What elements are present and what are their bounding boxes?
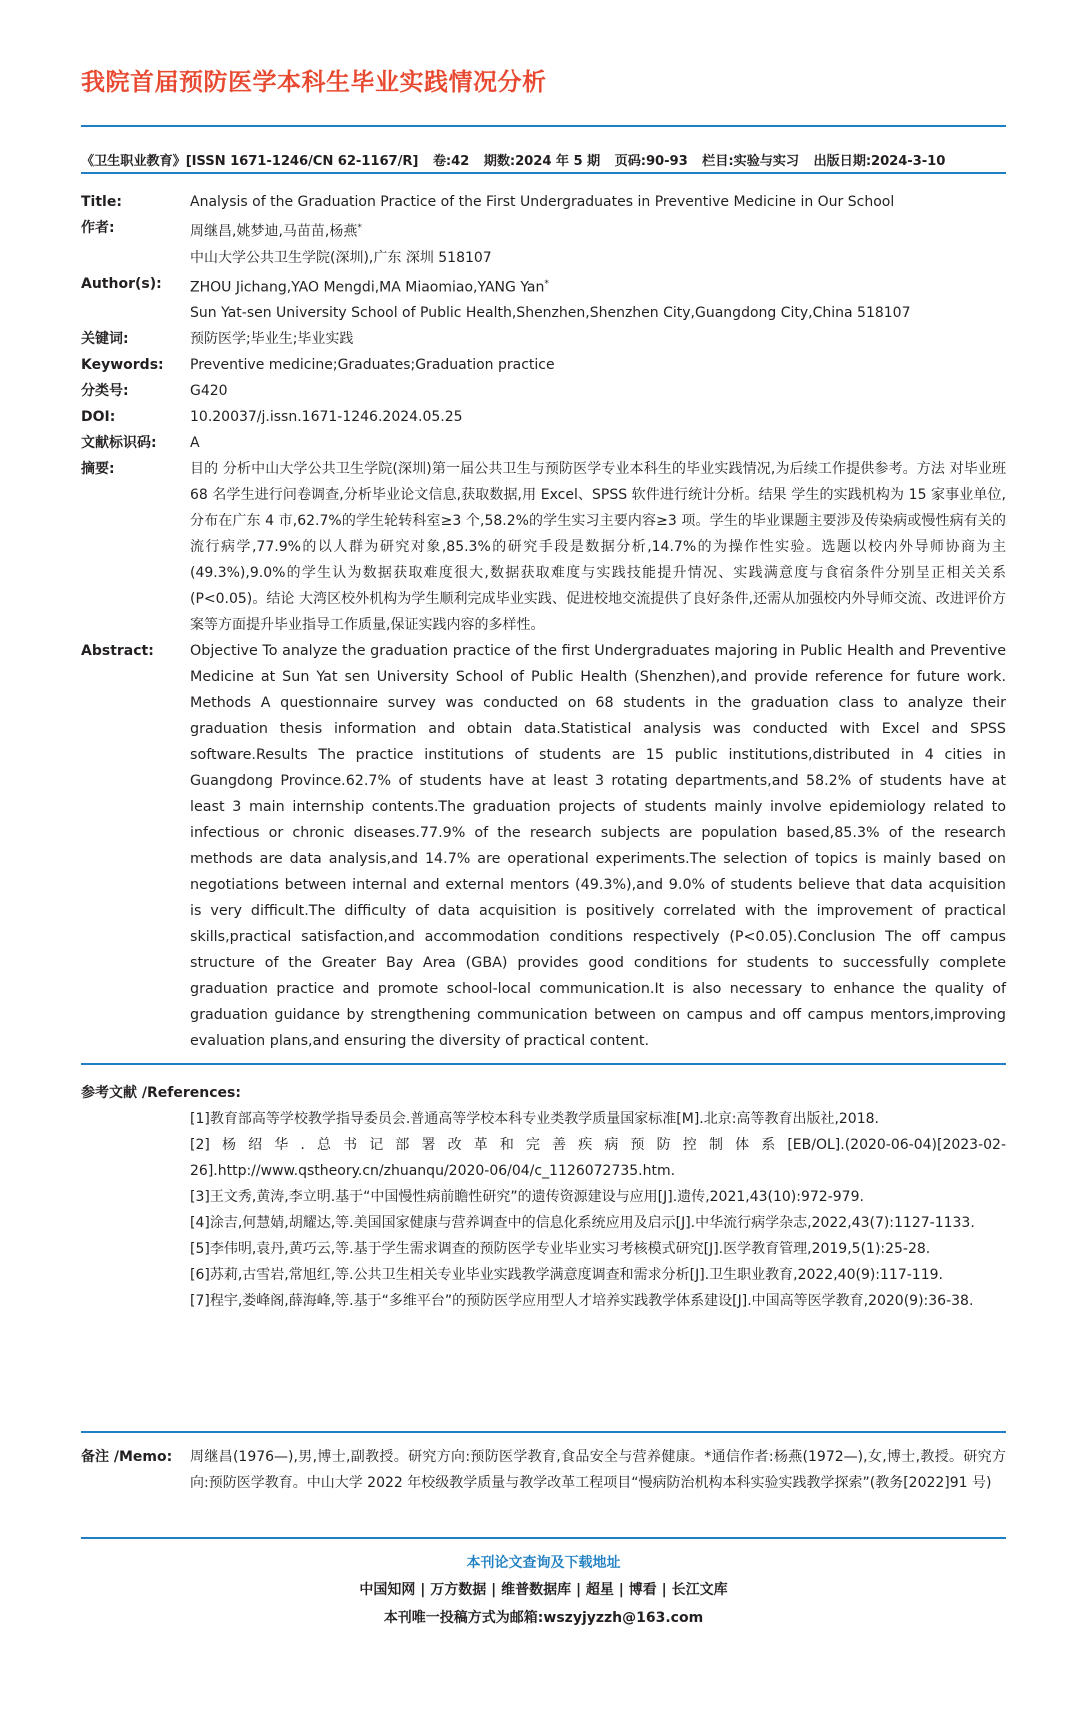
field-abstract-cn xyxy=(81,456,1006,638)
column-label: 栏目: xyxy=(702,154,734,169)
footer-heading: 本刊论文查询及下载地址 xyxy=(466,1555,621,1571)
footer-email: 本刊唯一投稿方式为邮箱:wszyjyzzh@163.com xyxy=(383,1610,704,1626)
top-rule xyxy=(81,125,1006,127)
abstract-en-text: Objective To analyze the graduation practice of the first Undergraduates majoring in Public Health and Preventive Medicine at Sun Yat sen University School of Public Health (Shenzhen),and provide reference for future work. Methods A questionnaire survey was conducted on 68 students in the graduation class to analyze their graduation thesis information and obtain data.Statistical analysis was conducted with Excel and SPSS software.Results The practice institutions of students are 15 public institutions,distributed in 4 cities in Guangdong Province.62.7% of students have at least 3 rotating departments,and 58.2% of students have at least 3 main internship contents.The graduation projects of students mainly involve epidemiology related to infectious or chronic diseases.77.9% of the research subjects are population based,85.3% of the research methods are data analysis,and 14.7% are operational experiments.The selection of topics is mainly based on negotiations between internal and external mentors (49.3%),and 9.0% of students believe that data acquisition is very difficult.The difficulty of data acquisition is positively correlated with the improvement of practical skills,practical satisfaction,and accommodation conditions respectively (P<0.05).Conclusion The off campus structure of the Greater Bay Area (GBA) provides good conditions for students to successfully complete graduation practice and promote school-local communication.It is also necessary to enhance the quality of graduation guidance by strengthening communication between on campus and off campus mentors,improving evaluation plans,and ensuring the diversity of practical content. xyxy=(190,643,1006,1050)
doccode-label: 文献标识码: xyxy=(81,435,157,452)
reference-item: [6]苏莉,古雪岩,常旭红,等.公共卫生相关专业毕业实践教学满意度调查和需求分析[J].卫生职业教育,2022,40(9):117-119. xyxy=(190,1267,943,1283)
pages-value: 90-93 xyxy=(645,154,688,169)
reference-item: [2]杨绍华.总书记部署改革和完善疾病预防控制体系[EB/OL].(2020-06-04)[2023-02-26].http://www.qstheory.cn/zhuanqu/2020-06/04/c_1126072735.htm. xyxy=(190,1137,1006,1179)
doi-label: DOI: xyxy=(81,409,116,426)
title-value: Analysis of the Graduation Practice of the First Undergraduates in Preventive Medicine in Our School xyxy=(190,194,895,210)
corresponding-mark: * xyxy=(357,223,362,233)
field-keywords-cn xyxy=(81,326,1006,352)
column-value: 实验与实习 xyxy=(733,154,799,169)
pages-label: 页码: xyxy=(614,154,646,169)
journal-issn: [ISSN 1671-1246/CN 62-1167/R] xyxy=(185,154,419,169)
field-classification xyxy=(81,378,1006,404)
volume-value: 42 xyxy=(451,154,470,169)
author-en-affiliation: Sun Yat-sen University School of Public Health,Shenzhen,Shenzhen City,Guangdong City,China 518107 xyxy=(190,305,911,322)
article-title: 我院首届预防医学本科生毕业实践情况分析 xyxy=(81,68,547,96)
references-heading: 参考文献 /References: xyxy=(81,1085,241,1101)
reference-item: [5]李伟明,袁丹,黄巧云,等.基于学生需求调查的预防医学专业毕业实习考核模式研究[J].医学教育管理,2019,5(1):25-28. xyxy=(190,1241,931,1257)
reference-item: [3]王文秀,黄涛,李立明.基于“中国慢性病前瞻性研究”的遗传资源建设与应用[J].遗传,2021,43(10):972-979. xyxy=(190,1189,864,1205)
references-section xyxy=(81,1080,1006,1314)
field-abstract-en xyxy=(81,638,1006,1054)
issue-value: 2024 年 5 期 xyxy=(515,154,601,169)
field-doc-code xyxy=(81,430,1006,456)
field-author-cn xyxy=(81,215,1006,271)
keywords-cn-label: 关键词: xyxy=(81,331,129,348)
memo-text: 周继昌(1976—),男,博士,副教授。研究方向:预防医学教育,食品安全与营养健康。*通信作者:杨燕(1972—),女,博士,教授。研究方向:预防医学教育。中山大学 2022 年校级教学质量与教学改革工程项目“慢病防治机构本科实验实践教学探索”(教务[2022]91 号) xyxy=(190,1449,1006,1491)
keywords-cn-value: 预防医学;毕业生;毕业实践 xyxy=(190,331,354,348)
field-doi xyxy=(81,404,1006,430)
title-label: Title: xyxy=(81,194,122,210)
class-value: G420 xyxy=(190,383,228,400)
keywords-en-value: Preventive medicine;Graduates;Graduation practice xyxy=(190,357,555,374)
footer-databases: 中国知网 | 万方数据 | 维普数据库 | 超星 | 博看 | 长江文库 xyxy=(359,1582,728,1598)
date-value: 2024-3-10 xyxy=(871,154,946,169)
journal-citation xyxy=(81,150,1021,169)
author-cn-affiliation: 中山大学公共卫生学院(深圳),广东 深圳 518107 xyxy=(190,249,492,266)
issue-label: 期数: xyxy=(483,154,516,169)
reference-item: [4]涂吉,何慧婧,胡耀达,等.美国国家健康与营养调查中的信息化系统应用及启示[J].中华流行病学杂志,2022,43(7):1127-1133. xyxy=(190,1215,975,1231)
abstract-en-label: Abstract: xyxy=(81,643,154,660)
author-cn-label: 作者: xyxy=(81,220,115,236)
abstract-cn-text: 目的 分析中山大学公共卫生学院(深圳)第一届公共卫生与预防医学专业本科生的毕业实践情况,为后续工作提供参考。方法 对毕业班 68 名学生进行问卷调查,分析毕业论文信息,获取数据,用 Excel、SPSS 软件进行统计分析。结果 学生的实践机构为 15 家事业单位,分布在广东 4 市,62.7%的学生轮转科室≥3 个,58.2%的学生实习主要内容≥3 项。学生的毕业课题主要涉及传染病或慢性病有关的流行病学,77.9%的以人群为研究对象,85.3%的研究手段是数据分析,14.7%的为操作性实验。选题以校内外导师协商为主(49.3%),9.0%的学生认为数据获取难度很大,数据获取难度与实践技能提升情况、实践满意度与食宿条件分别呈正相关关系(P<0.05)。结论 大湾区校外机构为学生顺利完成毕业实践、促进校地交流提供了良好条件,还需从加强校内外导师交流、改进评价方案等方面提升毕业指导工作质量,保证实践内容的多样性。 xyxy=(190,461,1006,634)
author-en-label: Author(s): xyxy=(81,275,162,292)
keywords-en-label: Keywords: xyxy=(81,357,164,374)
author-cn-value: 周继昌,姚梦迪,马苗苗,杨燕 xyxy=(190,223,358,240)
doccode-value: A xyxy=(190,435,200,452)
corresponding-mark-en: * xyxy=(544,278,549,289)
journal-rule xyxy=(81,172,1006,174)
abstract-rule xyxy=(81,1063,1006,1065)
field-keywords-en xyxy=(81,352,1006,378)
memo-label: 备注 /Memo: xyxy=(81,1449,173,1465)
doi-value: 10.20037/j.issn.1671-1246.2024.05.25 xyxy=(190,409,463,426)
class-label: 分类号: xyxy=(81,383,129,400)
abstract-cn-label: 摘要: xyxy=(81,461,115,478)
author-en-value: ZHOU Jichang,YAO Mengdi,MA Miaomiao,YANG Yan xyxy=(190,279,545,296)
references-list xyxy=(190,1106,1006,1314)
metadata-fields xyxy=(81,189,1006,1054)
memo-section xyxy=(81,1444,1006,1496)
memo-rule xyxy=(81,1537,1006,1539)
field-author-en xyxy=(81,271,1006,327)
reference-item: [7]程宇,娄峰阁,薛海峰,等.基于“多维平台”的预防医学应用型人才培养实践教学体系建设[J].中国高等医学教育,2020(9):36-38. xyxy=(190,1293,974,1309)
volume-label: 卷: xyxy=(432,154,452,169)
references-rule xyxy=(81,1431,1006,1433)
journal-name: 《卫生职业教育》 xyxy=(81,154,186,169)
reference-item: [1]教育部高等学校教学指导委员会.普通高等学校本科专业类教学质量国家标准[M].北京:高等教育出版社,2018. xyxy=(190,1111,879,1127)
date-label: 出版日期: xyxy=(813,154,871,169)
footer xyxy=(81,1550,1006,1632)
field-title xyxy=(81,189,1006,215)
